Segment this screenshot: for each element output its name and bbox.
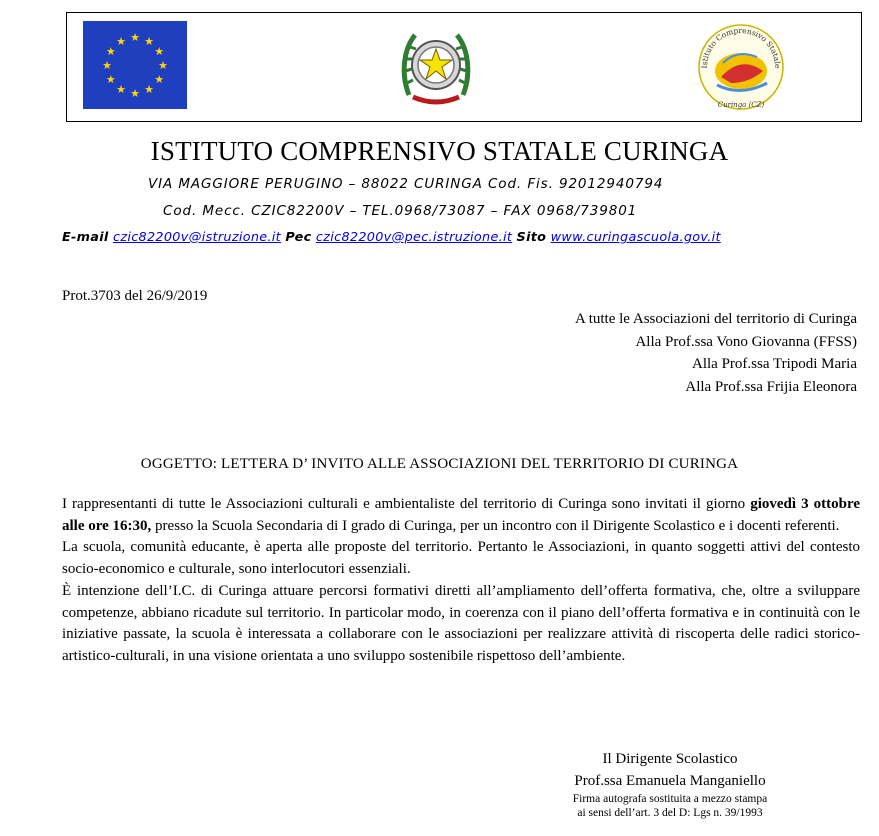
institute-name: ISTITUTO COMPRENSIVO STATALE CURINGA [150,136,729,166]
site-link[interactable]: www.curingascuola.gov.it [550,230,721,245]
codes-line: Cod. Mecc. CZIC82200V – TEL.0968/73087 – FAX 0968/739801 [163,203,638,219]
school-logo-icon [693,19,789,115]
contacts-line [62,230,721,245]
site-label: Sito [516,230,547,245]
email-label: E-mail [62,230,109,245]
eu-star-icon: ★ [154,45,165,58]
signature-role: Il Dirigente Scolastico [602,751,738,767]
address-line: VIA MAGGIORE PERUGINO – 88022 CURINGA Cod. Fis. 92012940794 [148,176,664,192]
eu-star-icon: ★ [105,73,116,86]
school-logo-text-top: Istituto Comprensivo Statale [699,25,783,69]
signature-block [520,748,820,820]
meeting-date: giovedì 3 ottobre alle ore 16:30, [62,496,860,534]
body-p1-end: presso la Scuola Secondaria di I grado di Curinga, per un incontro con il Dirigente Scolastico e i docenti referenti. [151,517,840,534]
eu-star-icon: ★ [144,34,154,48]
body-p1-start: I rappresentanti di tutte le Associazioni culturali e ambientaliste del territorio di Curinga sono invitati il giorno [62,496,751,512]
eu-star-icon: ★ [130,31,140,44]
recipient-line: A tutte le Associazioni del territorio di Curinga [574,311,857,327]
signature-name: Prof.ssa Emanuela Manganiello [574,773,766,789]
italian-republic-emblem-icon [399,25,473,107]
body-paragraph-3: È intenzione dell’I.C. di Curinga attuare percorsi formativi diretti all’ampliamento dell’offerta formativa, che, oltre a sviluppare competenze, abbiano ricadute sul territorio. In particolar modo, in coerenza con il piano dell’offerta formativa e in continuità con le iniziative passate, la scuola è interessata a collaborare con le associazioni per realizzare attività di riscoperta delle radici storico-artistico-culturali, in una visione orientata a uno sviluppo sostenibile rispettoso dell’ambiente. [62,582,860,664]
header-logo-box [66,12,862,122]
eu-star-icon: ★ [116,34,126,48]
eu-flag-icon [83,21,187,109]
pec-link[interactable]: czic82200v@pec.istruzione.it [315,230,513,245]
eu-star-icon: ★ [158,59,168,72]
school-logo-text-bottom: Curinga (CZ) [717,101,765,109]
recipient-line: Alla Prof.ssa Frijia Eleonora [685,378,857,395]
letter-body [62,494,860,668]
pec-label: Pec [285,230,312,245]
recipient-line: Alla Prof.ssa Vono Giovanna (FFSS) [635,333,857,350]
protocol-number: Prot.3703 del 26/9/2019 [62,288,208,304]
eu-star-icon: ★ [102,59,112,72]
eu-star-icon: ★ [144,83,154,97]
body-paragraph-1 [62,494,860,537]
eu-star-icon: ★ [116,83,126,97]
eu-star-icon: ★ [154,73,165,86]
body-paragraph-2: La scuola, comunità educante, è aperta alle proposte del territorio. Pertanto le Associazioni, in quanto soggetti attivi del contesto socio-economico e culturale, sono interlocutori essenziali. [62,539,860,578]
recipient-line: Alla Prof.ssa Tripodi Maria [692,356,857,372]
eu-star-icon: ★ [105,45,116,58]
recipients-list [575,308,857,398]
eu-star-icon: ★ [130,87,140,100]
signature-note-2: ai sensi dell’art. 3 del D: Lgs n. 39/1993 [577,807,763,819]
email-link[interactable]: czic82200v@istruzione.it [112,230,281,245]
signature-note-1: Firma autografa sostituita a mezzo stampa [572,793,768,805]
subject-line: OGGETTO: LETTERA D’ INVITO ALLE ASSOCIAZIONI DEL TERRITORIO DI CURINGA [140,456,739,472]
